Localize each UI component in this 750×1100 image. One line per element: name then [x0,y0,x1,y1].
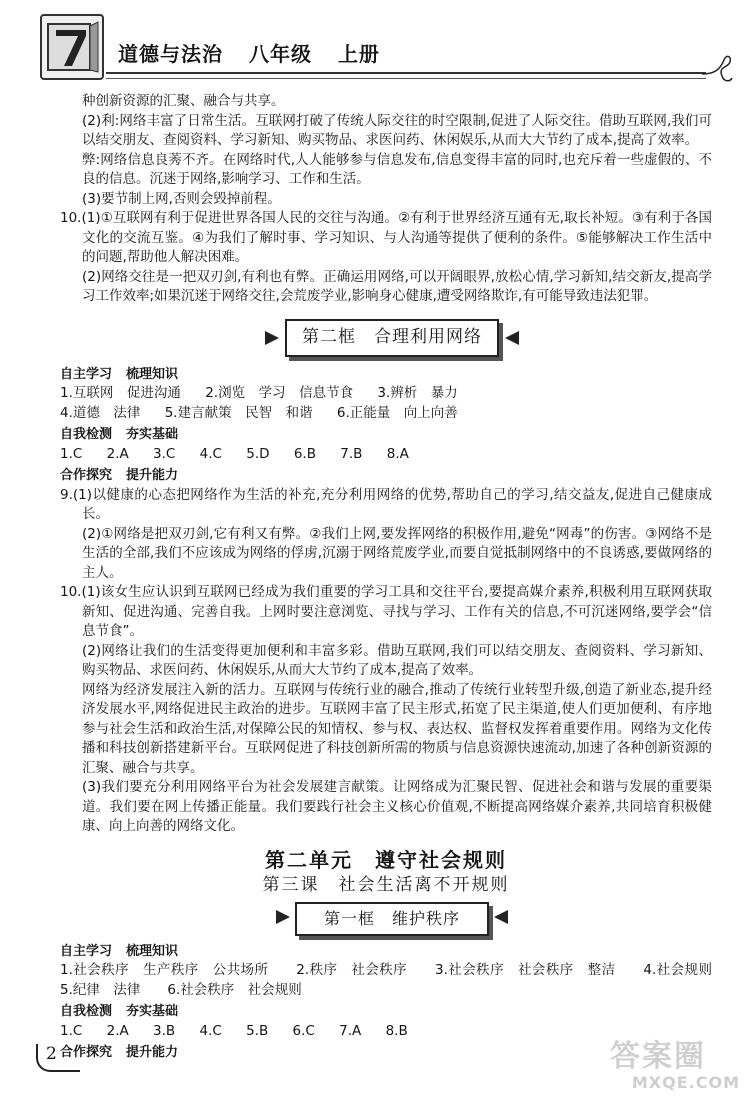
mc-answers: 1.C 2.A 3.C 4.C 5.D 6.B 7.B 8.A [60,445,409,462]
unit-title: 第二单元 遵守社会规则 [265,847,507,872]
question-10-part1: 10.(1)①互联网有利于促进世界各国人民的交往与沟通。②有利于世界经济互通有无,取长补短。③有利于各国文化的交流互鉴。④为我们了解时事、学习知识、与人沟通等提供了便利的条件。⑤能够解决工作生活中的问题,帮助他人解决困难。 [60,210,712,265]
section-frame [60,898,712,938]
flourish-icon [700,52,736,88]
arrow-left-icon [505,331,519,345]
question-number: 10. [60,210,82,226]
header-subject: 道德与法治 [118,42,223,66]
question-10-part2: (2)网络让我们的生活变得更加便利和丰富多彩。借助互联网,我们可以结交朋友、查阅资料、学习新知、购买物品、求医问药、休闲娱乐,从而大大节约了成本,提高了效率。 [82,642,712,678]
watermark-url: MXQE.COM [631,1073,740,1092]
heading-self-check: 自我检测 夯实基础 [60,1004,179,1019]
question-9-part2: (2)①网络是把双刃剑,它有利又有弊。②我们上网,要发挥网络的积极作用,避免“网毒”的伤害。③网络不是生活的全部,我们不应该成为网络的俘虏,沉溺于网络荒废学业,而要自觉抵制网络中的不良诱惑,要做网络的主人。 [82,525,712,581]
section-title: 第一框 维护秩序 [295,902,489,936]
header-rule-thin [106,78,706,79]
knowledge-line: 1.社会秩序 生产秩序 公共场所 2.秩序 社会秩序 3.社会秩序 社会秩序 整洁 4.社会规则 5.纪律 法律 6.社会秩序 社会规则 [60,962,726,998]
question-10-part1: 10.(1)该女生应认识到互联网已经成为我们重要的学习工具和交往平台,要提高媒介素养,积极利用互联网获取新知、促进沟通、完善自我。上网时要注意浏览、寻找与学习、工作有关的信息,不可沉迷网络,要学会“信息节食”。 [60,584,712,639]
knowledge-line: 4.道德 法律 5.建言献策 民智 和谐 6.正能量 向上向善 [60,404,458,421]
watermark [610,1040,740,1096]
section-title: 第二框 合理利用网络 [285,319,499,357]
header-title [118,38,398,67]
lesson-title: 第三课 社会生活离不开规则 [262,875,510,895]
section-frame [60,315,712,361]
question-10-part3: (3)我们要充分利用网络平台为社会发展建言献策。让网络成为汇聚民智、促进社会和谐与发展的重要渠道。我们要在网上传播正能量。我们要践行社会主义核心价值观,不断提高网络媒介素养,共同培育积极健康、向上向善的网络文化。 [82,779,712,834]
question-number: 10. [60,584,82,600]
question-10-part2: (2)网络交往是一把双刃剑,有利也有弊。正确运用网络,可以开阔眼界,放松心情,学习新知,结交新友,提高学习工作效率;如果沉迷于网络交往,会荒废学业,影响身心健康,遭受网络欺诈,有可能导致违法犯罪。 [82,268,712,304]
question-9-part1: 9.(1)以健康的心态把网络作为生活的补充,充分利用网络的优势,帮助自己的学习,结交益友,促进自己健康成长。 [60,486,712,522]
page-header [0,0,750,90]
watermark-logo: 答案圈 [610,1039,706,1074]
question-number: 9. [60,486,73,503]
text-paragraph: 弊:网络信息良莠不齐。在网络时代,人人能够参与信息发布,信息变得丰富的同时,也充斥着一些虚假的、不良的信息。沉迷于网络,影响学习、工作和生活。 [82,151,712,187]
header-volume: 上册 [337,42,380,66]
arrow-right-icon [265,331,279,345]
text-line: 种创新资源的汇聚、融合与共享。 [82,93,285,109]
heading-coop: 合作探究 提升能力 [60,468,179,483]
heading-self-study: 自主学习 梳理知识 [60,943,179,959]
heading-self-study: 自主学习 梳理知识 [60,366,179,382]
arrow-right-icon [276,910,290,924]
page-number: 2 [36,1044,80,1072]
text-paragraph: (2)利:网络丰富了日常生活。互联网打破了传统人际交往的时空限制,促进了人际交往。借助互联网,我们可以结交朋友、查阅资料、学习新知、购买物品、求医问药、休闲娱乐,从而大大节约了成本,提高了效率。 [82,112,712,148]
book-logo-icon [40,14,104,80]
question-10-part2b: 网络为经济发展注入新的活力。互联网与传统行业的融合,推动了传统行业转型升级,创造了新业态,提升经济发展水平,网络促进民主政治的进步。互联网丰富了民主形式,拓宽了民主渠道,使人们更加便利、有序地参与社会生活和政治生活,对保障公民的知情权、参与权、表达权、监督权发挥着重要作用。网络为文化传播和科技创新搭建新平台。互联网促进了科技创新所需的物质与信息资源快速流动,加速了各种创新资源的汇聚、融合与共享。 [82,681,712,776]
arrow-left-icon [494,910,508,924]
text-line: (3)要节制上网,否则会毁掉前程。 [82,190,281,207]
header-grade: 八年级 [248,42,312,66]
heading-coop: 合作探究 提升能力 [60,1045,179,1060]
knowledge-line: 1.互联网 促进沟通 2.浏览 学习 信息节食 3.辨析 暴力 [60,385,458,401]
mc-answers: 1.C 2.A 3.B 4.C 5.B 6.C 7.A 8.B [60,1022,408,1039]
answer-content [60,92,726,1063]
header-rule [106,72,706,74]
heading-self-check: 自我检测 夯实基础 [60,427,179,442]
